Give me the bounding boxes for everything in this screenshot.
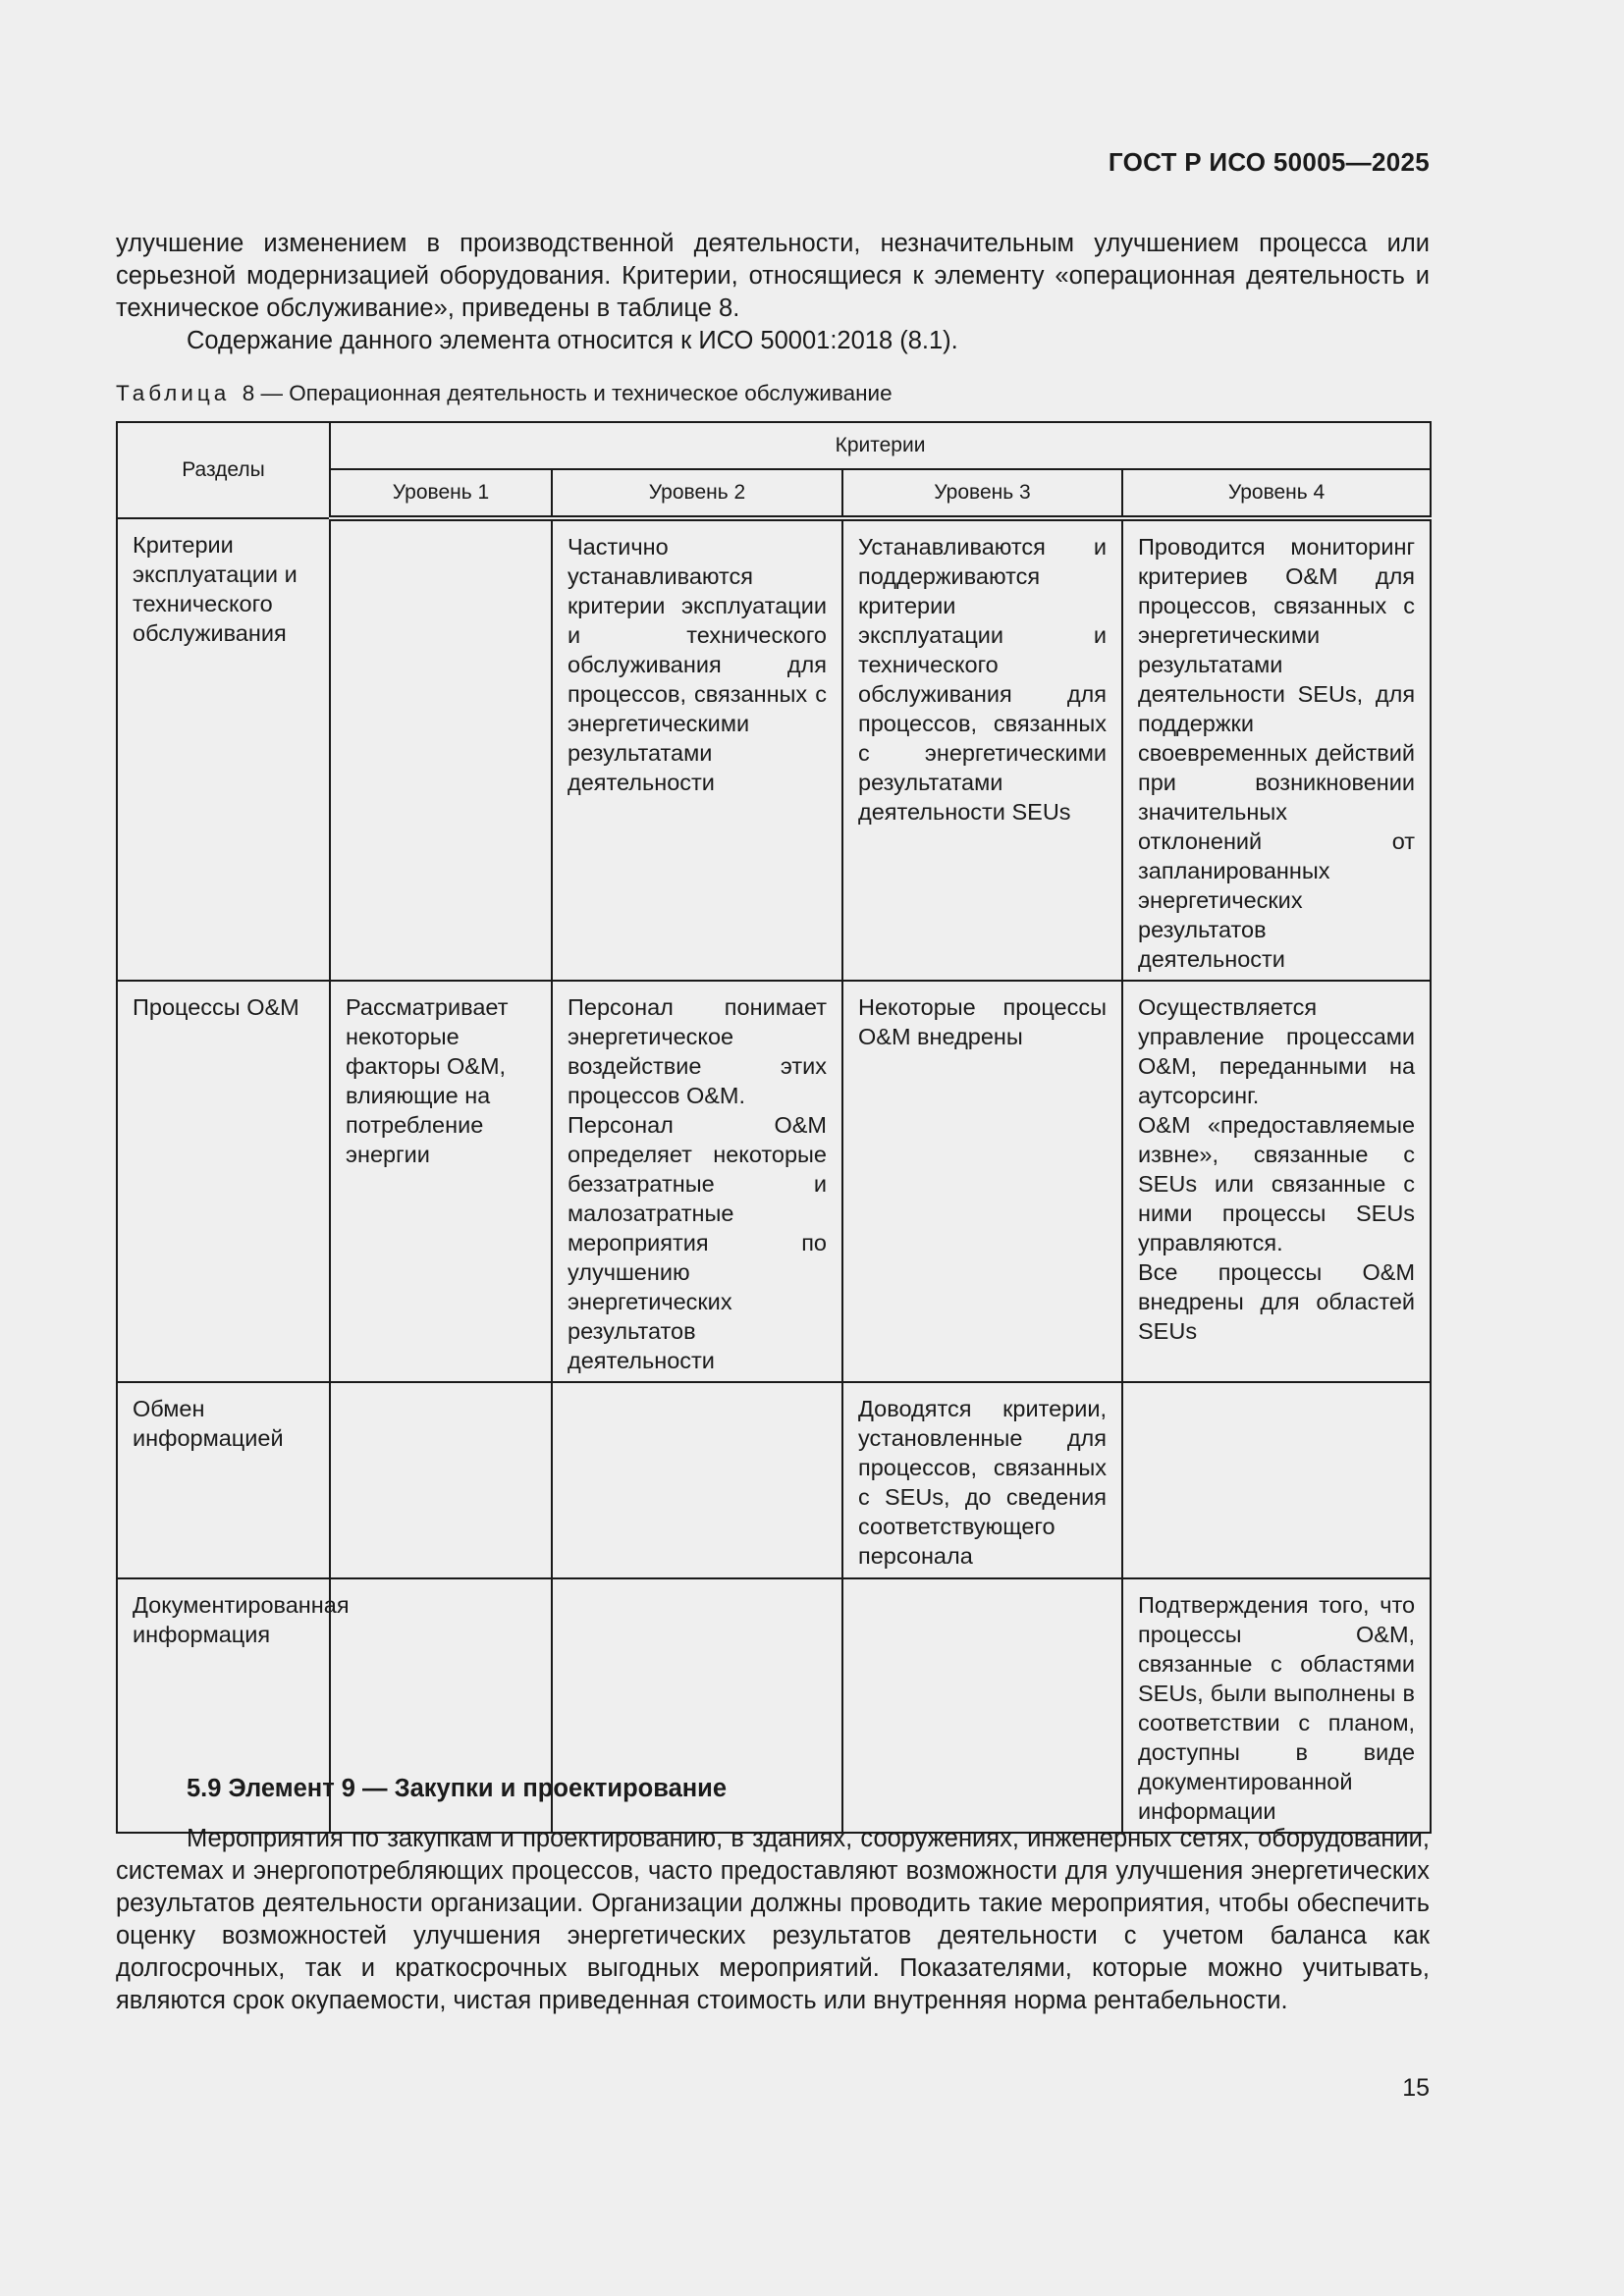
document-code: ГОСТ Р ИСО 50005—2025 [1108,147,1430,177]
row-level-1 [330,518,552,981]
row-level-1: Рассматривает некоторые факторы O&M, влияющие на потребление энергии [330,981,552,1382]
row-level-2 [552,1382,842,1578]
section-heading: 5.9 Элемент 9 — Закупки и проектирование [187,1775,728,1802]
row-level-4: Проводится мониторинг критериев O&M для процессов, связанных с энергетическими результатами деятельности SEUs, для поддержки своевременных действий при возникновении значительных отклонений от запланированных энергетических результатов деятельности [1122,518,1431,981]
section-body [116,1823,1430,2017]
row-level-4-text-a: Осуществляется управление процессами O&M, переданными на аутсорсинг. [1138,994,1416,1108]
header-sections: Разделы [117,422,330,518]
intro-paragraph-2: Содержание данного элемента относится к ИСО 50001:2018 (8.1). [187,327,958,354]
section-paragraph: Мероприятия по закупкам и проектированию, в зданиях, сооружениях, инженерных сетях, оборудовании, системах и энергопотребляющих процессов, часто предоставляют возможности для улучшения энергетических результатов деятельности организации. Организации должны проводить такие мероприятия, чтобы обеспечить оценку возможностей улучшения энергетических результатов деятельности с учетом баланса как долгосрочных, так и краткосрочных выгодных мероприятий. Показателями, которые можно учитывать, являются срок окупаемости, чистая приведенная стоимость или внутренняя норма рентабельности. [116,1825,1430,2014]
table-caption-prefix: Таблица [116,381,231,405]
row-level-3: Некоторые процессы O&M внедрены [842,981,1122,1382]
row-level-1 [330,1382,552,1578]
table-row [117,518,1431,981]
header-criteria: Критерии [330,422,1431,469]
row-level-2-text-a: Персонал понимает энергетическое воздействие этих процессов O&M. [568,994,827,1108]
row-level-4 [1122,1382,1431,1578]
row-level-3 [842,1578,1122,1833]
table-caption [116,381,893,406]
row-level-4: Подтверждения того, что процессы O&M, связанные с областями SEUs, были выполнены в соответствии с планом, доступны в виде документированной информации [1122,1578,1431,1833]
row-level-2 [552,981,842,1382]
table-caption-title: 8 — Операционная деятельность и техническое обслуживание [242,381,893,405]
header-level-1: Уровень 1 [330,469,552,518]
table-header-row [117,422,1431,469]
intro-text [116,228,1430,357]
row-section: Процессы O&M [117,981,330,1382]
row-level-3: Доводятся критерии, установленные для процессов, связанных с SEUs, до сведения соответствующего персонала [842,1382,1122,1578]
row-level-2-text-b: Персонал O&M определяет некоторые беззатратные и малозатратные мероприятия по улучшению энергетических результатов деятельности [568,1112,827,1373]
header-level-3: Уровень 3 [842,469,1122,518]
row-section: Критерии эксплуатации и технического обслуживания [117,518,330,981]
row-level-2: Частично устанавливаются критерии эксплуатации и технического обслуживания для процессов, связанных с энергетическими результатами деятельности [552,518,842,981]
row-section: Обмен информацией [117,1382,330,1578]
table-row [117,1382,1431,1578]
row-level-3: Устанавливаются и поддерживаются критерии эксплуатации и технического обслуживания для процессов, связанных с энергетическими результатами деятельности SEUs [842,518,1122,981]
criteria-table [116,421,1432,1834]
header-level-2: Уровень 2 [552,469,842,518]
table-row [117,981,1431,1382]
row-section: Документированная информация [117,1578,330,1833]
row-level-4-text-b: O&M «предоставляемые извне», связанные с SEUs или связанные с ними процессы SEUs управляются. [1138,1112,1416,1255]
header-level-4: Уровень 4 [1122,469,1431,518]
intro-paragraph-1: улучшение изменением в производственной деятельности, незначительным улучшением процесса или серьезной модернизацией оборудования. Критерии, относящиеся к элементу «операционная деятельность и техническое обслуживание», приведены в таблице 8. [116,230,1430,322]
page-number: 15 [1402,2074,1430,2102]
row-level-4-text-c: Все процессы O&M внедрены для областей SEUs [1138,1259,1416,1344]
row-level-4 [1122,981,1431,1382]
